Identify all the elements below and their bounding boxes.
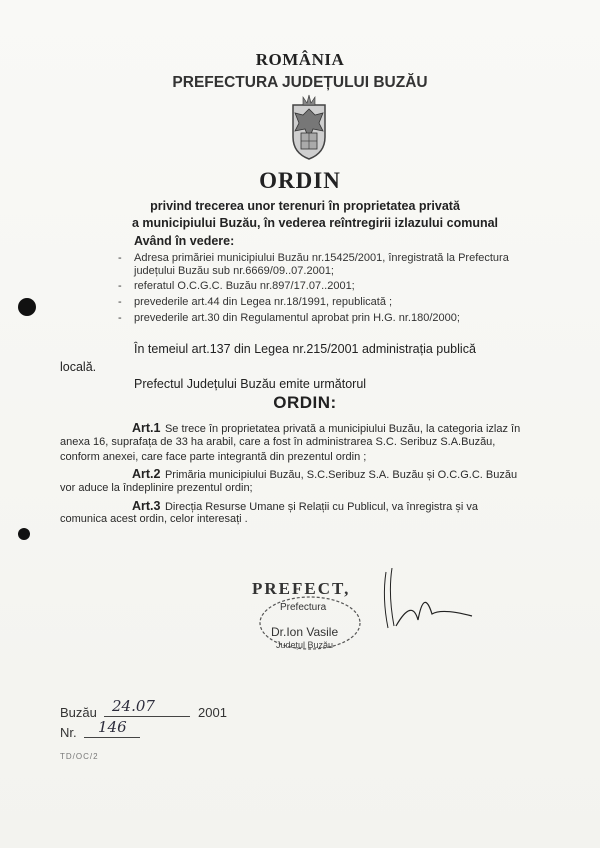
order-title: ORDIN: (273, 393, 337, 412)
legal-basis-line-2: locală. (60, 360, 97, 374)
handwritten-signature (372, 568, 482, 648)
bullet-dash: - (118, 252, 122, 264)
article-1 (132, 419, 520, 437)
bullet-dash: - (118, 312, 122, 324)
document-type-heading: ORDIN (259, 168, 341, 193)
romanian-coat-of-arms-icon (285, 93, 333, 161)
number-underline (84, 737, 140, 738)
subject-line-2: a municipiului Buzău, în vederea reîntregirii izlazului comunal (131, 216, 499, 230)
article-3-line-2: comunica acest ordin, celor interesați . (60, 513, 248, 525)
article-1-line-2: anexa 16, suprafața de 33 ha arabil, care a fost în administrarea S.C. Seribuz S.A.Buzău, (60, 436, 496, 448)
number-label: Nr. (60, 725, 77, 740)
article-2-line-2: vor aduce la îndeplinire prezentul ordin; (60, 482, 253, 494)
bullet-dash: - (118, 296, 122, 308)
punch-hole (18, 298, 36, 316)
considering-item-4: prevederile art.30 din Regulamentul aprobat prin H.G. nr.180/2000; (134, 312, 460, 324)
article-3-label: Art.3 (132, 499, 161, 513)
year-label: 2001 (198, 705, 227, 720)
article-3-line-1: Direcția Resurse Umane și Relații cu Publicul, va înregistra și va (164, 501, 478, 513)
article-1-line-1: Se trece în proprietatea privată a municipiului Buzău, la categoria izlaz în (164, 423, 521, 435)
bullet-dash: - (118, 280, 122, 292)
handwritten-number: 146 (98, 718, 127, 736)
subject-line-1: privind trecerea unor terenuri în proprietatea privată (150, 199, 460, 213)
considering-item-1-line-1: Adresa primăriei municipiului Buzău nr.15425/2001, înregistrată la Prefectura (134, 252, 509, 264)
article-2 (132, 465, 517, 483)
reference-code: TD/OC/2 (60, 752, 99, 761)
institution-heading: PREFECTURA JUDEȚULUI BUZĂU (172, 74, 428, 91)
handwritten-date: 24.07 (112, 697, 155, 715)
issuer-line: Prefectul Județului Buzău emite următorul (134, 377, 367, 391)
stamp-text: Prefectura (280, 602, 327, 613)
article-2-line-1: Primăria municipiului Buzău, S.C.Seribuz S.A. Buzău și O.C.G.C. Buzău (164, 469, 518, 481)
article-1-label: Art.1 (132, 421, 161, 435)
signatory-title: PREFECT, (252, 579, 351, 598)
considering-item-1-line-2: județului Buzău sub nr.6669/09..07.2001; (134, 265, 334, 277)
country-heading: ROMÂNIA (255, 50, 345, 69)
considering-item-3: prevederile art.44 din Legea nr.18/1991, republicată ; (134, 296, 393, 308)
place-label: Buzău (60, 705, 97, 720)
article-2-label: Art.2 (132, 467, 161, 481)
legal-basis-line-1: În temeiul art.137 din Legea nr.215/2001 administrația publică (134, 342, 476, 356)
considering-label: Având în vedere: (134, 234, 235, 248)
date-underline (104, 716, 190, 717)
article-1-line-3: conform anexei, care face parte integrantă din prezentul ordin ; (60, 451, 367, 463)
signatory-name: Dr.Ion Vasile (271, 625, 339, 639)
stamp-text-2: Județul Buzău (276, 640, 334, 650)
punch-hole (18, 528, 30, 540)
considering-item-2: referatul O.C.G.C. Buzău nr.897/17.07..2001; (134, 280, 355, 292)
